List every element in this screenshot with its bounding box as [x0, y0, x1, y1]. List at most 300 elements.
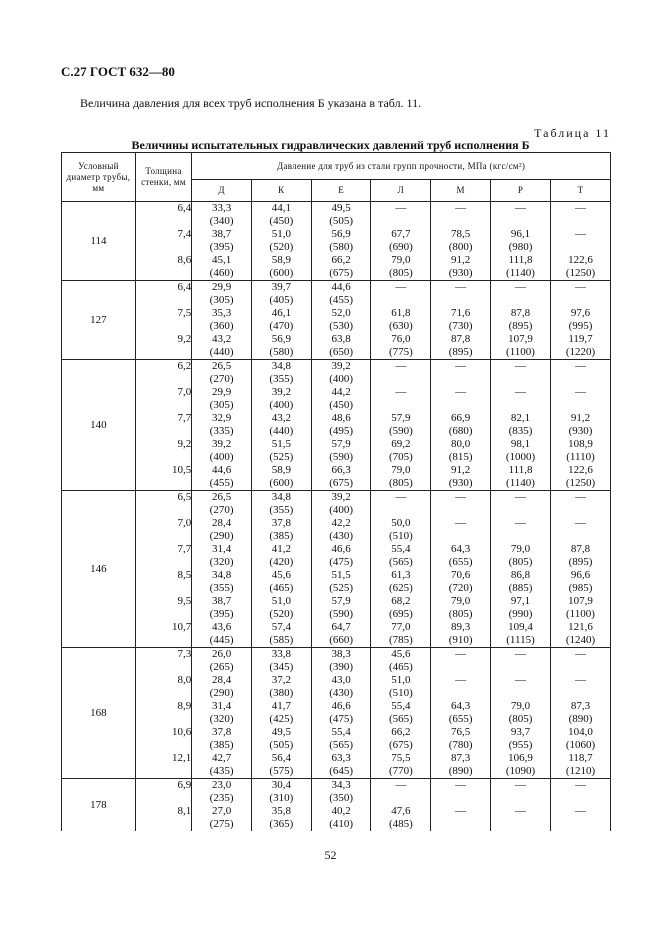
pressure-kgf: (455)	[209, 477, 234, 489]
pressure-mpa: —	[514, 202, 526, 214]
pressure-kgf: (450)	[269, 215, 294, 227]
pressure-mpa: 38,3	[331, 648, 351, 660]
pressure-mpa: 87,3	[570, 700, 591, 712]
pressure-kgf: (390)	[329, 661, 354, 673]
pressure-cell	[431, 202, 491, 229]
pressure-kgf: (980)	[508, 241, 533, 253]
pressure-cell	[431, 805, 491, 831]
pressure-cell	[491, 202, 551, 229]
pressure-cell	[491, 726, 551, 752]
pressure-mpa: 68,2	[391, 595, 411, 607]
pressure-kgf: (430)	[329, 530, 354, 542]
pressure-cell	[371, 228, 431, 254]
pressure-kgf: (320)	[209, 556, 234, 568]
pressure-cell	[431, 333, 491, 360]
pressure-kgf: (525)	[269, 451, 294, 463]
pressure-cell	[491, 438, 551, 464]
wall-thickness-cell: 8,6	[135, 254, 191, 281]
pressure-mpa: 37,2	[271, 674, 291, 686]
pressure-kgf: (995)	[568, 320, 593, 332]
pressure-mpa: 96,1	[510, 228, 531, 240]
pressure-cell	[192, 202, 252, 229]
pressure-mpa: 51,5	[271, 438, 291, 450]
table-row	[62, 491, 611, 518]
table-row	[62, 595, 611, 621]
table-row	[62, 333, 611, 360]
pressure-cell	[550, 543, 610, 569]
pressure-cell	[311, 752, 371, 779]
intro-paragraph: Величина давления для всех труб исполнения Б указана в табл. 11.	[80, 96, 422, 110]
pressure-kgf: (895)	[568, 556, 593, 568]
pressure-kgf: (400)	[269, 399, 294, 411]
pressure-cell	[251, 386, 311, 412]
pressure-cell	[311, 569, 371, 595]
pressure-mpa: 29,9	[211, 386, 232, 398]
pressure-mpa: 66,3	[331, 464, 351, 476]
pressure-kgf: (580)	[329, 241, 354, 253]
pressure-kgf	[491, 661, 550, 674]
pressure-kgf	[491, 687, 550, 700]
pressure-mpa: 51,0	[391, 674, 411, 686]
pressure-kgf: (1100)	[566, 608, 595, 620]
pressure-mpa: 79,0	[451, 595, 471, 607]
pressure-cell	[311, 228, 371, 254]
pressure-mpa: 39,2	[331, 491, 351, 503]
wall-thickness-cell: 8,5	[135, 569, 191, 595]
pressure-kgf: (350)	[329, 792, 354, 804]
pressure-kgf: (365)	[269, 818, 294, 830]
pressure-cell	[371, 254, 431, 281]
pressure-mpa: 42,2	[331, 517, 351, 529]
pressure-kgf: (395)	[209, 241, 234, 253]
pressure-cell	[192, 517, 252, 543]
wall-thickness-cell: 8,0	[135, 674, 191, 700]
pressure-cell	[311, 360, 371, 387]
wall-thickness-cell: 12,1	[135, 752, 191, 779]
pressure-cell	[371, 595, 431, 621]
pressure-mpa: 66,2	[391, 726, 411, 738]
pressure-cell	[311, 517, 371, 543]
pressure-cell	[371, 517, 431, 543]
pressure-cell	[371, 412, 431, 438]
wall-thickness-cell: 7,7	[135, 412, 191, 438]
pressure-mpa: 39,2	[271, 386, 291, 398]
pressure-mpa: 29,9	[211, 281, 232, 293]
pressure-cell	[251, 674, 311, 700]
pressure-mpa: 86,8	[510, 569, 531, 581]
table-row	[62, 517, 611, 543]
pressure-kgf: (510)	[388, 687, 413, 699]
pressure-mpa: 56,9	[331, 228, 351, 240]
pressure-cell	[311, 254, 371, 281]
pressure-cell	[251, 726, 311, 752]
pressure-cell	[431, 438, 491, 464]
pressure-cell	[371, 281, 431, 308]
wall-thickness-cell: 10,7	[135, 621, 191, 648]
pressure-cell	[491, 281, 551, 308]
pressure-mpa: —	[395, 360, 407, 372]
pressure-mpa: —	[455, 491, 467, 503]
pressure-mpa: 38,7	[211, 228, 232, 240]
pressure-cell	[311, 491, 371, 518]
pressure-kgf	[491, 399, 550, 412]
pressure-kgf: (800)	[448, 241, 473, 253]
pressure-kgf: (235)	[209, 792, 234, 804]
pressure-kgf: (290)	[209, 687, 234, 699]
pressure-mpa: 87,3	[451, 752, 471, 764]
pressure-mpa: 93,7	[510, 726, 531, 738]
pressure-mpa: —	[395, 491, 407, 503]
col-header-pressure: Давление для труб из стали групп прочности, МПа (кгс/см²)	[192, 153, 611, 180]
pressure-kgf: (930)	[448, 477, 473, 489]
pressure-mpa: 64,3	[451, 700, 471, 712]
pressure-mpa: —	[574, 779, 586, 791]
pressure-kgf: (565)	[388, 556, 413, 568]
pressure-kgf: (630)	[388, 320, 413, 332]
pressure-cell	[491, 621, 551, 648]
pressure-kgf: (495)	[329, 425, 354, 437]
pressure-cell	[550, 491, 610, 518]
pressure-kgf	[551, 294, 610, 307]
wall-thickness-cell: 6,4	[135, 281, 191, 308]
pressure-cell	[192, 569, 252, 595]
pressure-kgf: (360)	[209, 320, 234, 332]
pressure-mpa: 49,5	[331, 202, 351, 214]
pressure-cell	[311, 621, 371, 648]
pressure-cell	[192, 491, 252, 518]
table-row	[62, 674, 611, 700]
pressure-mpa: 39,2	[331, 360, 351, 372]
pressure-mpa: —	[395, 386, 407, 398]
pressure-mpa: 79,0	[391, 254, 411, 266]
pressure-cell	[251, 491, 311, 518]
pressure-mpa: 39,2	[211, 438, 232, 450]
pressure-cell	[251, 464, 311, 491]
pressure-cell	[311, 726, 371, 752]
pressure-mpa: 51,0	[271, 228, 291, 240]
pressure-kgf	[551, 661, 610, 674]
pressure-cell	[431, 569, 491, 595]
pressure-kgf: (1210)	[565, 765, 596, 777]
pressure-cell	[431, 621, 491, 648]
pressure-cell	[491, 412, 551, 438]
pressure-mpa: —	[395, 779, 407, 791]
pressure-kgf: (565)	[329, 739, 354, 751]
pressure-cell	[192, 412, 252, 438]
pressure-cell	[311, 595, 371, 621]
pressure-kgf: (805)	[388, 267, 413, 279]
pressure-kgf: (770)	[388, 765, 413, 777]
pressure-mpa: 40,2	[331, 805, 351, 817]
pressure-cell	[431, 307, 491, 333]
pressure-cell	[311, 805, 371, 831]
pressure-mpa: 69,2	[391, 438, 411, 450]
diameter-cell: 114	[62, 202, 136, 281]
pressure-cell	[192, 700, 252, 726]
table-row	[62, 752, 611, 779]
pressure-kgf: (465)	[269, 582, 294, 594]
col-header-group: Л	[371, 180, 431, 202]
pressure-kgf: (775)	[388, 346, 413, 358]
pressure-kgf	[431, 399, 490, 412]
pressure-cell	[550, 621, 610, 648]
pressure-cell	[192, 779, 252, 806]
wall-thickness-cell: 9,2	[135, 333, 191, 360]
pressure-mpa: 33,3	[211, 202, 232, 214]
pressure-cell	[371, 805, 431, 831]
diameter-cell: 178	[62, 779, 136, 832]
table-row	[62, 726, 611, 752]
pressure-mpa: 35,3	[211, 307, 232, 319]
pressure-mpa: —	[574, 202, 586, 214]
pressure-mpa: 61,3	[391, 569, 411, 581]
pressure-mpa: 56,4	[271, 752, 291, 764]
pressure-kgf: (575)	[269, 765, 294, 777]
pressure-table	[61, 152, 611, 831]
pressure-mpa: 23,0	[211, 779, 232, 791]
pressure-cell	[491, 543, 551, 569]
pressure-cell	[491, 464, 551, 491]
pressure-mpa: 42,7	[211, 752, 232, 764]
pressure-mpa: 56,9	[271, 333, 291, 345]
pressure-cell	[371, 386, 431, 412]
pressure-kgf: (565)	[388, 713, 413, 725]
pressure-kgf: (1240)	[565, 634, 596, 646]
pressure-kgf: (1115)	[506, 634, 535, 646]
pressure-kgf	[431, 661, 490, 674]
table-row	[62, 464, 611, 491]
pressure-kgf	[491, 373, 550, 386]
pressure-kgf	[551, 373, 610, 386]
pressure-mpa: 63,3	[331, 752, 351, 764]
pressure-mpa: 41,7	[271, 700, 291, 712]
pressure-mpa: 79,0	[510, 543, 531, 555]
pressure-mpa: 26,0	[211, 648, 232, 660]
pressure-kgf: (680)	[448, 425, 473, 437]
pressure-kgf: (275)	[209, 818, 234, 830]
pressure-kgf: (1090)	[505, 765, 536, 777]
pressure-kgf: (730)	[448, 320, 473, 332]
pressure-cell	[371, 543, 431, 569]
pressure-cell	[192, 386, 252, 412]
pressure-cell	[371, 438, 431, 464]
pressure-cell	[251, 569, 311, 595]
wall-thickness-cell: 7,5	[135, 307, 191, 333]
pressure-kgf	[491, 215, 550, 228]
pressure-cell	[431, 674, 491, 700]
pressure-mpa: 57,9	[391, 412, 411, 424]
pressure-cell	[192, 595, 252, 621]
pressure-kgf: (470)	[269, 320, 294, 332]
pressure-kgf	[371, 504, 430, 517]
pressure-mpa: 91,2	[451, 464, 471, 476]
wall-thickness-cell: 6,9	[135, 779, 191, 806]
pressure-kgf: (435)	[209, 765, 234, 777]
pressure-mpa: 34,3	[331, 779, 351, 791]
pressure-mpa: 43,2	[211, 333, 232, 345]
pressure-cell	[251, 779, 311, 806]
pressure-kgf: (385)	[209, 739, 234, 751]
pressure-mpa: 79,0	[510, 700, 531, 712]
pressure-mpa: 55,4	[331, 726, 351, 738]
pressure-kgf	[491, 792, 550, 805]
pressure-cell	[251, 333, 311, 360]
pressure-kgf: (420)	[269, 556, 294, 568]
pressure-cell	[311, 779, 371, 806]
pressure-cell	[251, 360, 311, 387]
pressure-cell	[371, 700, 431, 726]
pressure-cell	[550, 202, 610, 229]
pressure-cell	[371, 464, 431, 491]
pressure-mpa: —	[455, 517, 467, 529]
table-row	[62, 412, 611, 438]
pressure-mpa: 104,0	[568, 726, 593, 738]
pressure-kgf	[371, 399, 430, 412]
pressure-mpa: 108,9	[568, 438, 593, 450]
pressure-mpa: 28,4	[211, 674, 232, 686]
pressure-kgf: (600)	[269, 477, 294, 489]
table-row	[62, 228, 611, 254]
wall-thickness-cell: 8,1	[135, 805, 191, 831]
pressure-kgf: (485)	[388, 818, 413, 830]
pressure-mpa: 37,8	[271, 517, 291, 529]
pressure-cell	[251, 595, 311, 621]
pressure-mpa: —	[395, 202, 407, 214]
pressure-cell	[311, 438, 371, 464]
pressure-mpa: 91,2	[570, 412, 591, 424]
pressure-mpa: —	[514, 281, 526, 293]
pressure-mpa: 32,9	[211, 412, 232, 424]
pressure-kgf: (410)	[329, 818, 354, 830]
pressure-kgf: (1140)	[506, 477, 535, 489]
wall-thickness-cell: 7,4	[135, 228, 191, 254]
pressure-kgf: (355)	[269, 373, 294, 385]
pressure-kgf: (455)	[329, 294, 354, 306]
pressure-cell	[311, 281, 371, 308]
pressure-cell	[371, 752, 431, 779]
pressure-mpa: —	[574, 228, 586, 240]
pressure-kgf: (320)	[209, 713, 234, 725]
pressure-kgf	[551, 687, 610, 700]
pressure-mpa: 76,5	[451, 726, 471, 738]
pressure-kgf: (340)	[209, 215, 234, 227]
pressure-cell	[371, 333, 431, 360]
pressure-mpa: 39,7	[271, 281, 291, 293]
pressure-mpa: —	[514, 805, 526, 817]
pressure-mpa: 33,8	[271, 648, 291, 660]
pressure-mpa: 78,5	[451, 228, 471, 240]
pressure-kgf: (590)	[388, 425, 413, 437]
pressure-kgf: (930)	[568, 425, 593, 437]
pressure-cell	[311, 307, 371, 333]
wall-thickness-cell: 9,5	[135, 595, 191, 621]
pressure-mpa: —	[574, 648, 586, 660]
pressure-cell	[431, 360, 491, 387]
pressure-cell	[371, 569, 431, 595]
pressure-cell	[311, 674, 371, 700]
pressure-mpa: —	[455, 805, 467, 817]
pressure-kgf: (1000)	[505, 451, 536, 463]
pressure-mpa: 67,7	[391, 228, 411, 240]
pressure-kgf	[551, 504, 610, 517]
pressure-cell	[192, 726, 252, 752]
pressure-mpa: 119,7	[568, 333, 593, 345]
pressure-cell	[251, 438, 311, 464]
pressure-mpa: 52,0	[331, 307, 351, 319]
pressure-kgf: (520)	[269, 608, 294, 620]
pressure-mpa: 64,3	[451, 543, 471, 555]
pressure-kgf: (695)	[388, 608, 413, 620]
table-row	[62, 648, 611, 675]
table-number: Таблица 11	[534, 126, 611, 140]
pressure-mpa: 64,7	[331, 621, 351, 633]
pressure-kgf: (690)	[388, 241, 413, 253]
table-row	[62, 621, 611, 648]
pressure-kgf: (890)	[568, 713, 593, 725]
pressure-mpa: 57,4	[271, 621, 291, 633]
pressure-kgf: (305)	[209, 399, 234, 411]
pressure-kgf: (305)	[209, 294, 234, 306]
pressure-cell	[550, 595, 610, 621]
pressure-mpa: 46,1	[271, 307, 291, 319]
pressure-cell	[491, 805, 551, 831]
pressure-kgf	[431, 294, 490, 307]
pressure-mpa: —	[455, 360, 467, 372]
pressure-mpa: 34,8	[271, 491, 291, 503]
pressure-cell	[371, 621, 431, 648]
pressure-cell	[192, 674, 252, 700]
wall-thickness-cell: 6,2	[135, 360, 191, 387]
pressure-cell	[491, 779, 551, 806]
pressure-cell	[192, 307, 252, 333]
pressure-kgf	[371, 294, 430, 307]
pressure-mpa: 75,5	[391, 752, 411, 764]
pressure-kgf: (985)	[568, 582, 593, 594]
pressure-mpa: 96,6	[570, 569, 591, 581]
pressure-kgf	[371, 792, 430, 805]
pressure-mpa: 79,0	[391, 464, 411, 476]
pressure-kgf: (405)	[269, 294, 294, 306]
pressure-cell	[550, 254, 610, 281]
pressure-cell	[491, 307, 551, 333]
pressure-cell	[431, 464, 491, 491]
table-row	[62, 202, 611, 229]
pressure-mpa: 109,4	[508, 621, 533, 633]
table-row	[62, 386, 611, 412]
pressure-mpa: 34,8	[211, 569, 232, 581]
pressure-cell	[371, 674, 431, 700]
pressure-kgf: (270)	[209, 504, 234, 516]
pressure-kgf: (1220)	[565, 346, 596, 358]
pressure-mpa: 26,5	[211, 491, 232, 503]
col-header-group: К	[251, 180, 311, 202]
pressure-cell	[311, 700, 371, 726]
pressure-mpa: 107,9	[508, 333, 533, 345]
pressure-kgf: (955)	[508, 739, 533, 751]
pressure-mpa: —	[455, 674, 467, 686]
table-row	[62, 438, 611, 464]
pressure-kgf: (885)	[508, 582, 533, 594]
pressure-cell	[192, 621, 252, 648]
pressure-cell	[491, 333, 551, 360]
pressure-mpa: 46,6	[331, 700, 351, 712]
pressure-kgf: (805)	[388, 477, 413, 489]
pressure-mpa: 37,8	[211, 726, 232, 738]
pressure-cell	[311, 386, 371, 412]
pressure-kgf: (395)	[209, 608, 234, 620]
pressure-kgf	[551, 215, 610, 228]
pressure-cell	[371, 202, 431, 229]
